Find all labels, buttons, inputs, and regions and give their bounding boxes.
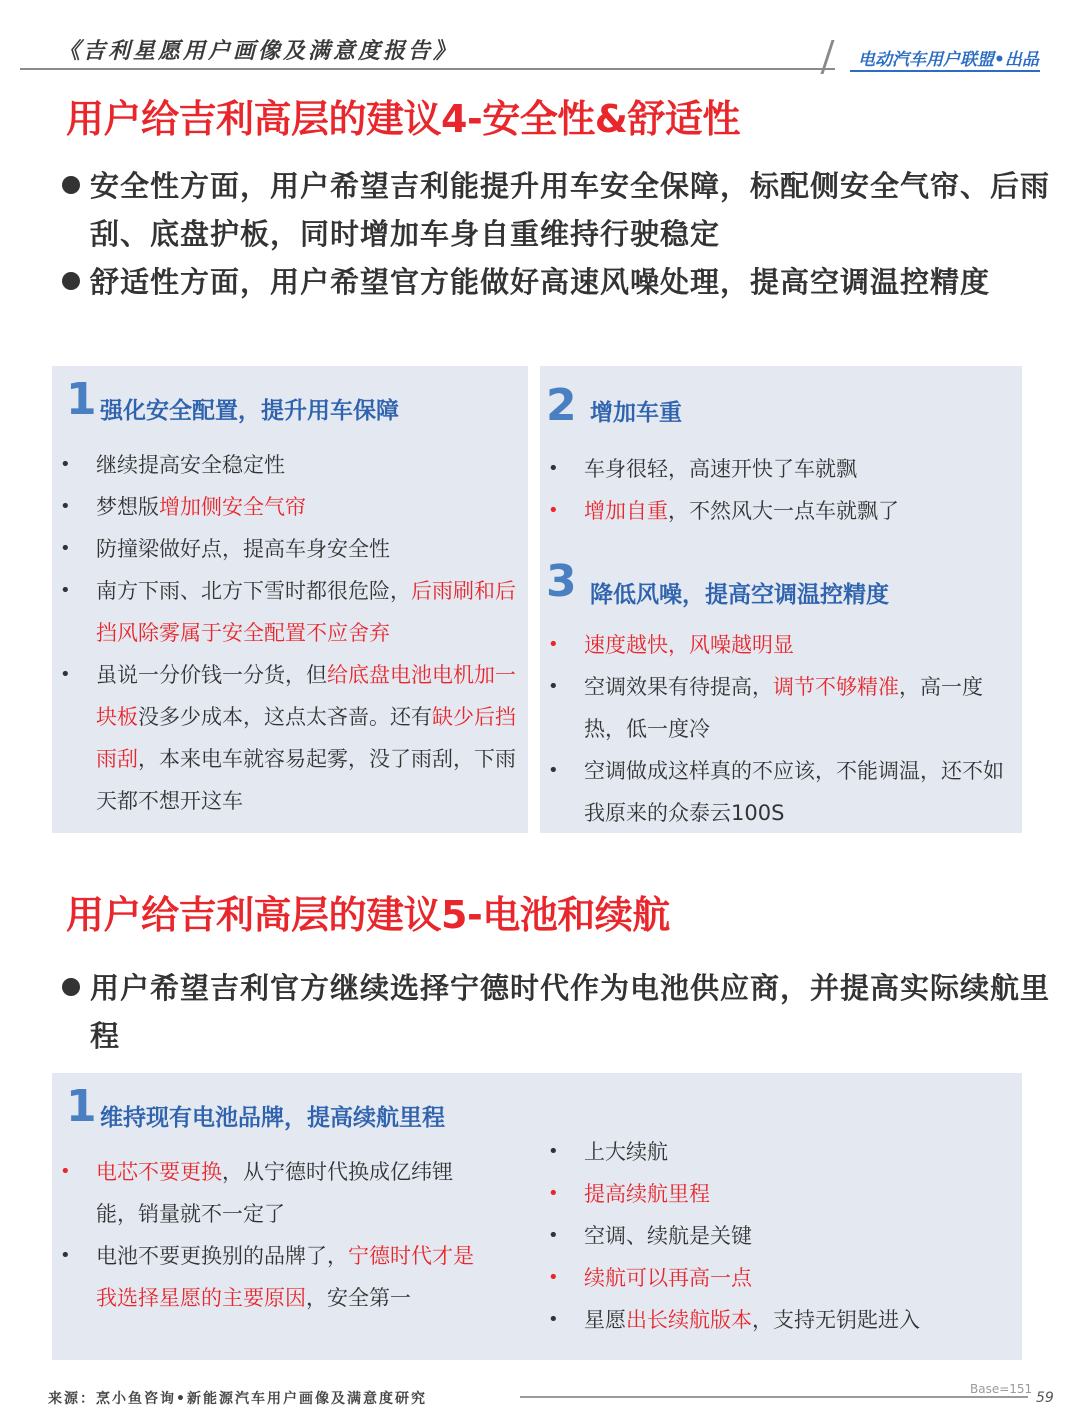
item-text: ，安全第一 <box>306 1286 411 1310</box>
panel-number: 3 <box>546 556 577 607</box>
list-item <box>540 1131 1010 1173</box>
bullet-text: 舒适性方面，用户希望官方能做好高速风噪处理，提高空调温控精度 <box>90 265 991 299</box>
panel-battery-range <box>52 1073 1022 1360</box>
list-item <box>52 1151 492 1235</box>
list-item <box>52 528 520 570</box>
list-item <box>540 1257 1010 1299</box>
bullet-dot <box>62 176 80 194</box>
list-item <box>52 444 520 486</box>
item-text: ，本来电车就容易起雾，没了雨刮，下雨天都不想开这车 <box>96 747 516 813</box>
item-text: 空调、续航是关键 <box>584 1224 752 1248</box>
highlight-text: 宁德时代才是我选择星愿的主要原因 <box>96 1244 474 1310</box>
panel-item-list <box>540 448 1010 532</box>
item-text: 空调效果有待提高， <box>584 675 773 699</box>
item-text: ，从宁德时代换成亿纬锂能，销量就不一定了 <box>96 1160 453 1226</box>
highlight-text: 速度越快，风噪越明显 <box>584 633 794 657</box>
item-text: 星愿 <box>584 1308 626 1332</box>
panel-item-list <box>52 444 520 822</box>
highlight-text: 给底盘电池电机加一块板 <box>96 663 516 729</box>
item-text: 南方下雨、北方下雪时都很危险， <box>96 579 411 603</box>
publisher-underline <box>850 70 1040 72</box>
list-item <box>52 570 520 654</box>
highlight-text: 提高续航里程 <box>584 1182 710 1206</box>
item-text: ，支持无钥匙进入 <box>752 1308 920 1332</box>
panel-number: 1 <box>66 374 97 425</box>
panel-safety-config <box>52 366 528 833</box>
panel-item-list-left <box>52 1151 492 1319</box>
item-text: 梦想版 <box>96 495 159 519</box>
item-text: 继续提高安全稳定性 <box>96 453 285 477</box>
report-title: 《吉利星愿用户画像及满意度报告》 <box>58 39 459 64</box>
highlight-text: 增加自重 <box>584 499 668 523</box>
item-text: 没多少成本，这点太吝啬。还有 <box>138 705 432 729</box>
highlight-text: 调节不够精准 <box>773 675 899 699</box>
panel-number: 1 <box>66 1081 97 1132</box>
panel-number: 2 <box>546 380 577 431</box>
list-item <box>540 490 1010 532</box>
highlight-text: 缺少后挡雨刮 <box>96 705 516 771</box>
header-divider <box>20 68 835 70</box>
list-item <box>540 1299 1010 1341</box>
item-text: ，高一度热，低一度冷 <box>584 675 983 741</box>
bullet-dot <box>62 978 80 996</box>
highlight-text: 电芯不要更换 <box>96 1160 222 1184</box>
panel-weight-noise <box>540 366 1022 833</box>
section5-title: 用户给吉利高层的建议5-电池和续航 <box>66 893 670 937</box>
footer-divider <box>520 1396 1028 1398</box>
bullet-dot <box>62 272 80 290</box>
panel-title: 降低风噪，提高空调温控精度 <box>590 582 889 608</box>
page-number: 59 <box>1036 1390 1054 1406</box>
item-text: 虽说一分价钱一分货，但 <box>96 663 327 687</box>
list-item <box>540 448 1010 490</box>
bullet-text: 用户希望吉利官方继续选择宁德时代作为电池供应商，并提高实际续航里程 <box>90 971 1051 1053</box>
list-item <box>540 666 1010 750</box>
list-item <box>540 1173 1010 1215</box>
highlight-text: 续航可以再高一点 <box>584 1266 752 1290</box>
source-note: 来源：烹小鱼咨询•新能源汽车用户画像及满意度研究 <box>48 1391 427 1407</box>
item-text: 上大续航 <box>584 1140 668 1164</box>
item-text: 空调做成这样真的不应该，不能调温，还不如我原来的众泰云100S <box>584 759 1004 825</box>
section5-bullet <box>62 964 1060 1060</box>
list-item <box>540 1215 1010 1257</box>
list-item <box>52 1235 492 1319</box>
panel-title: 维持现有电池品牌，提高续航里程 <box>100 1105 445 1131</box>
panel-title: 增加车重 <box>590 400 682 426</box>
list-item <box>52 486 520 528</box>
base-count: Base=151 <box>970 1382 1033 1396</box>
bullet-text: 安全性方面，用户希望吉利能提升用车安全保障，标配侧安全气帘、后雨刮、底盘护板，同时增加车身自重维持行驶稳定 <box>90 169 1051 251</box>
panel-item-list <box>540 624 1010 834</box>
item-text: 电池不要更换别的品牌了， <box>96 1244 348 1268</box>
highlight-text: 增加侧安全气帘 <box>159 495 306 519</box>
publisher-label: 电动汽车用户联盟•出品 <box>858 50 1039 70</box>
section4-bullet-comfort <box>62 258 1060 306</box>
section4-bullet-safety <box>62 162 1060 258</box>
highlight-text: 出长续航版本 <box>626 1308 752 1332</box>
list-item <box>52 654 520 822</box>
panel-item-list-right <box>540 1131 1010 1341</box>
highlight-text: 后雨刷和后挡风除雾属于安全配置不应舍弃 <box>96 579 516 645</box>
item-text: 防撞梁做好点，提高车身安全性 <box>96 537 390 561</box>
list-item <box>540 624 1010 666</box>
section4-title: 用户给吉利高层的建议4-安全性&舒适性 <box>66 97 740 141</box>
item-text: ，不然风大一点车就飘了 <box>668 499 899 523</box>
item-text: 车身很轻，高速开快了车就飘 <box>584 457 857 481</box>
list-item <box>540 750 1010 834</box>
panel-title: 强化安全配置，提升用车保障 <box>100 398 399 424</box>
